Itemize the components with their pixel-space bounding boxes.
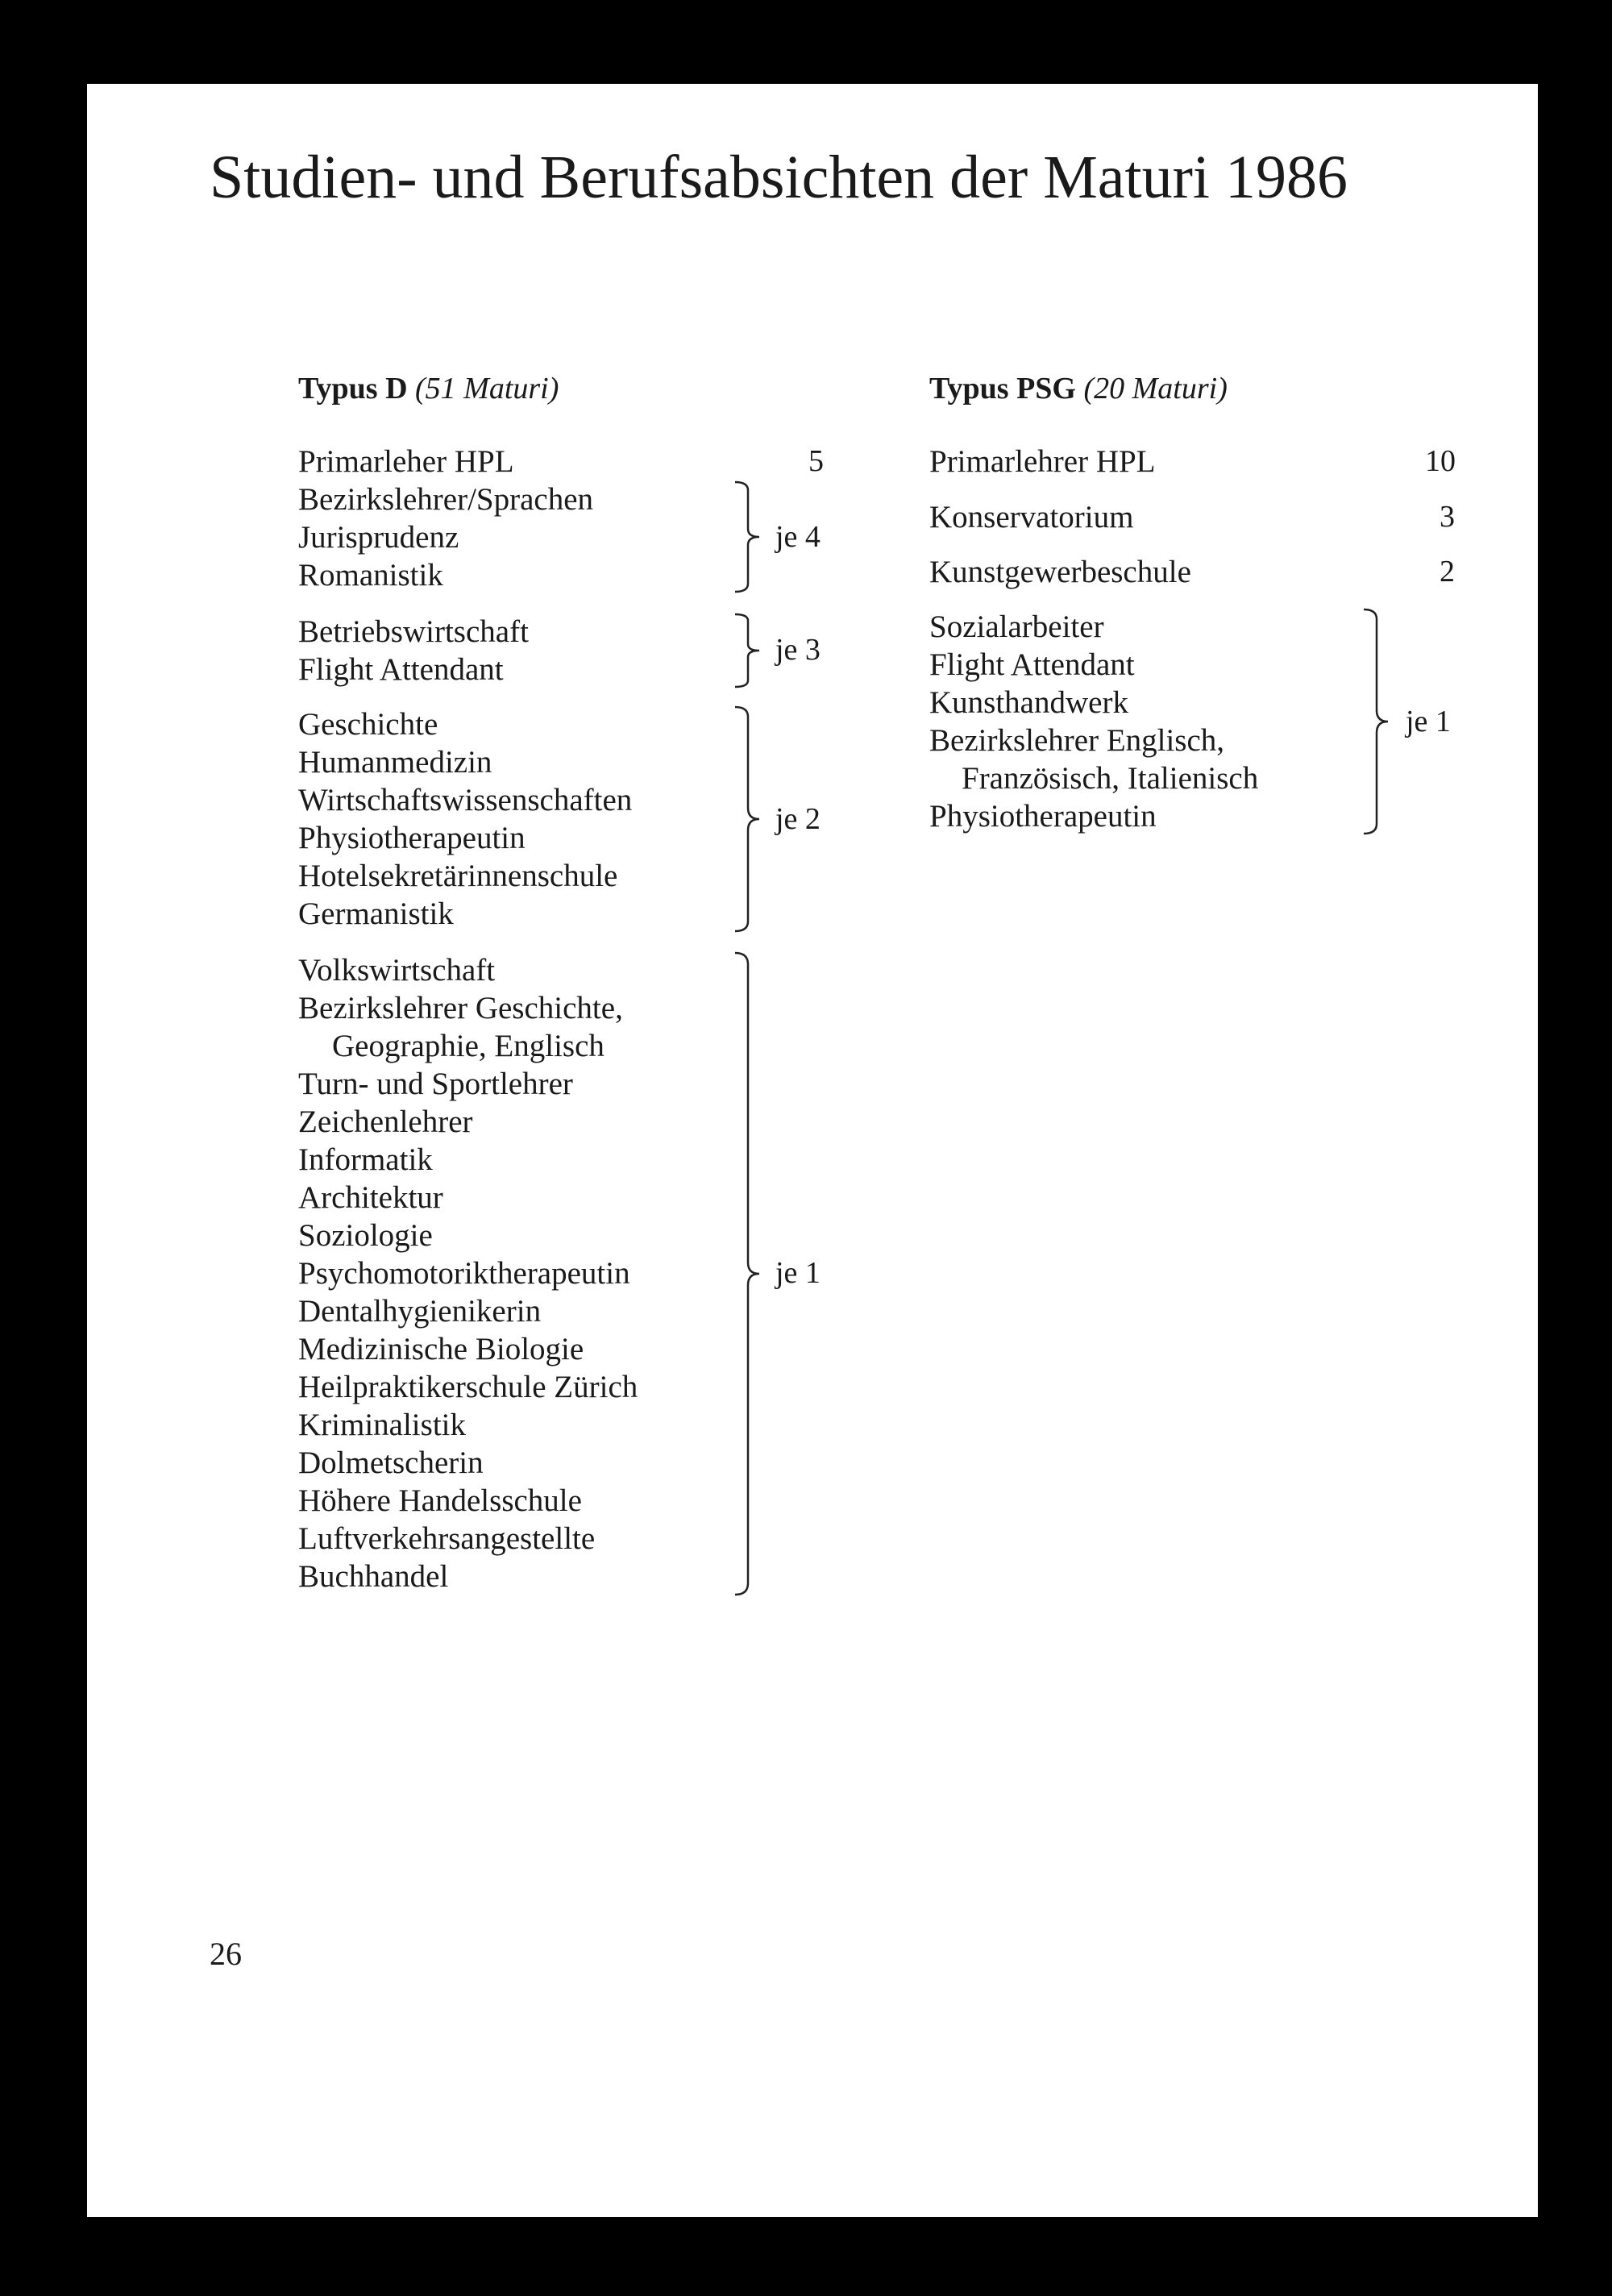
list-item: Romanistik [298, 558, 443, 593]
list-item: Hotelsekretärinnenschule [298, 859, 618, 893]
list-item: Turn- und Sportlehrer [298, 1067, 573, 1101]
right-column-heading [929, 371, 1228, 408]
curly-brace [733, 951, 766, 1596]
list-item: Kriminalistik [298, 1408, 466, 1442]
list-item: Medizinische Biologie [298, 1332, 584, 1366]
list-item: Bezirkslehrer/Sprachen [298, 482, 594, 517]
curly-brace [733, 480, 766, 593]
list-item: Informatik [298, 1142, 433, 1177]
list-item: Betriebswirtschaft [298, 614, 529, 649]
list-item: Physiotherapeutin [298, 821, 526, 855]
list-item: Dolmetscherin [298, 1445, 484, 1480]
list-item: Bezirkslehrer Englisch, [929, 723, 1225, 758]
list-item: Französisch, Italienisch [962, 761, 1259, 796]
list-item: Architektur [298, 1180, 443, 1215]
list-item: Bezirkslehrer Geschichte, [298, 991, 623, 1025]
list-item: Volkswirtschaft [298, 953, 496, 988]
list-item: Geographie, Englisch [332, 1029, 604, 1063]
list-item: Physiotherapeutin [929, 799, 1157, 834]
left-column-heading [298, 371, 559, 408]
list-item: Dentalhygienikerin [298, 1294, 542, 1329]
list-item: Jurisprudenz [298, 520, 459, 555]
list-item: Konservatorium [929, 500, 1134, 534]
curly-brace [733, 705, 766, 933]
list-item: Kunsthandwerk [929, 685, 1128, 720]
list-item: Luftverkehrsangestellte [298, 1521, 596, 1556]
list-item: Primarlehrer HPL [929, 444, 1156, 479]
group-value: je 1 [775, 1256, 821, 1290]
right-count: (20 Maturi) [1083, 372, 1228, 406]
list-item: Heilpraktikerschule Zürich [298, 1370, 638, 1404]
list-item: Buchhandel [298, 1559, 449, 1594]
left-count: (51 Maturi) [415, 372, 559, 406]
curly-brace [733, 613, 766, 688]
list-item: Soziologie [298, 1218, 433, 1253]
group-value: je 2 [775, 802, 821, 836]
list-item: Zeichenlehrer [298, 1104, 473, 1139]
list-item: Geschichte [298, 707, 438, 742]
count-value: 2 [1440, 555, 1455, 589]
group-value: je 1 [1406, 705, 1451, 738]
page-number: 26 [210, 1936, 242, 1972]
count-value: 5 [808, 444, 824, 478]
page-title: Studien- und Berufsabsichten der Maturi 1986 [210, 144, 1348, 211]
list-item: Flight Attendant [929, 647, 1135, 682]
count-value: 10 [1425, 444, 1456, 478]
list-item: Sozialarbeiter [929, 609, 1104, 644]
left-type: Typus D [298, 372, 408, 406]
list-item: Humanmedizin [298, 745, 492, 780]
list-item: Flight Attendant [298, 652, 504, 687]
list-item: Germanistik [298, 896, 454, 931]
list-item: Psychomotoriktherapeutin [298, 1256, 630, 1291]
group-value: je 4 [775, 520, 821, 554]
curly-brace [1362, 608, 1394, 835]
count-value: 3 [1440, 500, 1455, 534]
list-item: Primarleher HPL [298, 444, 514, 479]
group-value: je 3 [775, 633, 821, 667]
list-item: Wirtschaftswissenschaften [298, 783, 633, 817]
list-item: Kunstgewerbeschule [929, 555, 1191, 589]
list-item: Höhere Handelsschule [298, 1483, 582, 1518]
right-type: Typus PSG [929, 372, 1076, 406]
